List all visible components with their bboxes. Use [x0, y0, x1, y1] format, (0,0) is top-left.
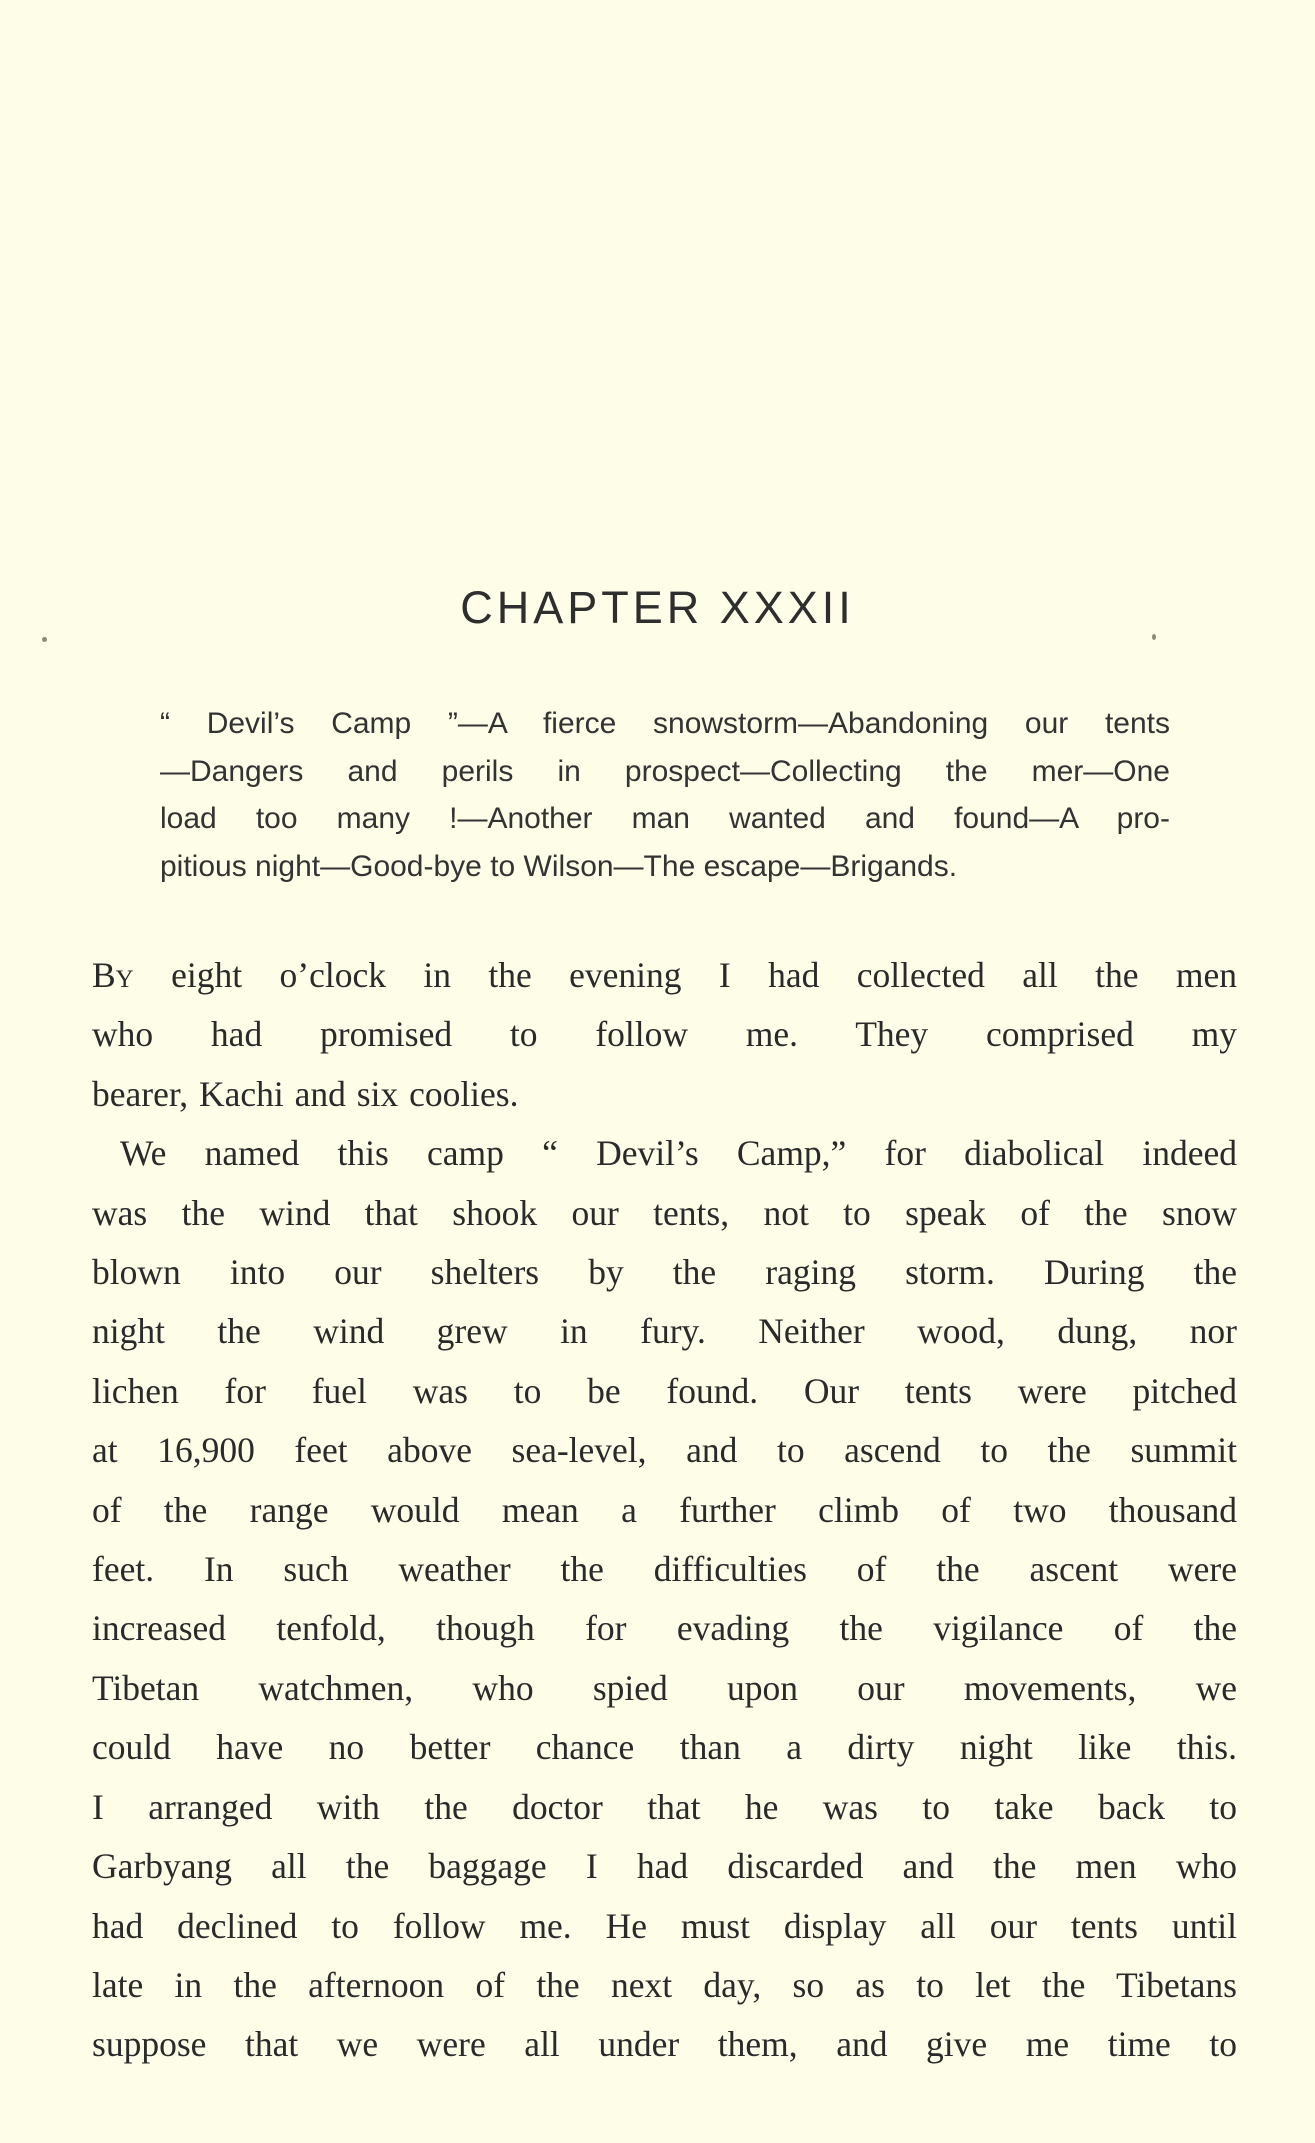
summary-line: pitious night—Good-bye to Wilson—The escape—Brigands.: [160, 849, 958, 883]
paragraph-1-line-1: [92, 946, 1237, 1005]
paragraph-2-line: at 16,900 feet above sea-level, and to ascend to the summit: [92, 1430, 1237, 1471]
chapter-summary: [160, 700, 1170, 890]
paragraph-2-line: night the wind grew in fury. Neither wood, dung, nor: [92, 1311, 1237, 1352]
paragraph-1-line: who had promised to follow me. They comprised my: [92, 1014, 1237, 1055]
summary-line: load too many !—Another man wanted and found—A pro-: [160, 802, 1170, 835]
body-text: [92, 946, 1237, 2075]
paragraph-2-line: We named this camp “ Devil’s Camp,” for diabolical indeed: [120, 1133, 1237, 1174]
paragraph-2-line: of the range would mean a further climb of two thousand: [92, 1489, 1237, 1530]
paragraph-2-line: had declined to follow me. He must display all our tents until: [92, 1905, 1237, 1946]
paragraph-2-line: suppose that we were all under them, and give me time to: [92, 2024, 1237, 2065]
summary-line: “ Devil’s Camp ”—A fierce snowstorm—Abandoning our tents: [160, 707, 1170, 740]
paragraph-1-line-1-text: eight o’clock in the evening I had collected all the men: [133, 955, 1237, 995]
paragraph-2-line: lichen for fuel was to be found. Our tents were pitched: [92, 1370, 1237, 1411]
paragraph-2-line: feet. In such weather the difficulties of the ascent were: [92, 1549, 1237, 1590]
scan-speck: [1152, 634, 1156, 640]
summary-line: —Dangers and perils in prospect—Collecting the mer—One: [160, 754, 1170, 788]
paragraph-2-line: could have no better chance than a dirty night like this.: [92, 1727, 1237, 1768]
paragraph-2-line: was the wind that shook our tents, not to speak of the snow: [92, 1192, 1237, 1233]
paragraph-1-dropword: By: [92, 955, 134, 995]
paragraph-2-line: increased tenfold, though for evading the vigilance of the: [92, 1608, 1237, 1649]
paragraph-2-line: blown into our shelters by the raging storm. During the: [92, 1252, 1237, 1293]
paragraph-2-line: I arranged with the doctor that he was to take back to: [92, 1786, 1237, 1827]
paragraph-1-line: bearer, Kachi and six coolies.: [92, 1073, 519, 1114]
chapter-title: CHAPTER XXXII: [460, 582, 855, 633]
paragraph-2-line: Garbyang all the baggage I had discarded and the men who: [92, 1846, 1237, 1887]
paragraph-2-line: Tibetan watchmen, who spied upon our movements, we: [92, 1667, 1237, 1708]
scan-speck: [42, 637, 47, 642]
paragraph-2-line: late in the afternoon of the next day, so as to let the Tibetans: [92, 1964, 1237, 2005]
